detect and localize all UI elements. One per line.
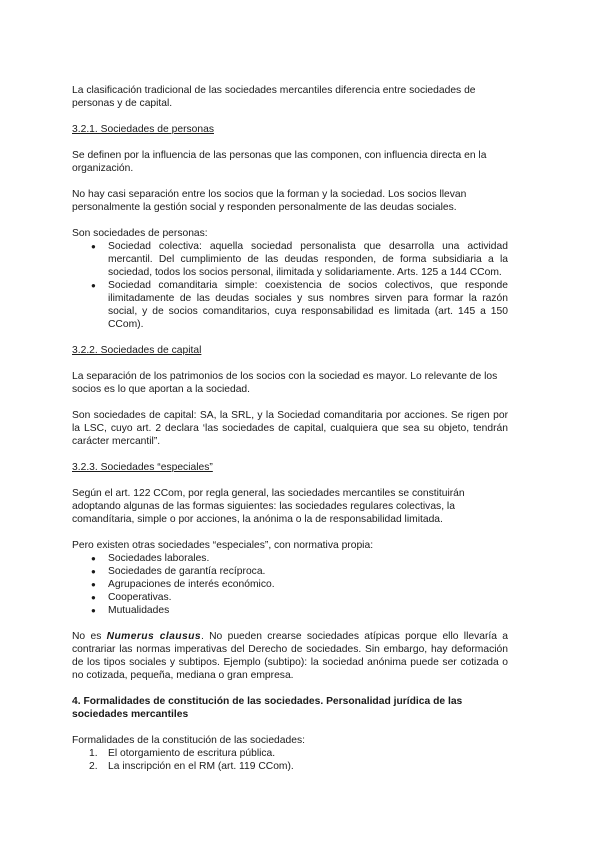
list-item-text: El otorgamiento de escritura pública. — [108, 748, 276, 759]
section-heading-3-2-2: 3.2.2. Sociedades de capital — [72, 345, 202, 356]
list-item: ● Cooperativas. — [108, 591, 508, 604]
section-heading-4: 4. Formalidades de constitución de las sociedades. Personalidad jurídica de las sociedades mercantiles — [72, 696, 463, 720]
list-item — [89, 760, 508, 773]
list-number: 1. — [89, 748, 98, 759]
list-item: ● Sociedad colectiva: aquella sociedad personalista que desarrolla una actividad mercantil. Del cumplimiento de las deudas responden, de forma subsidiaria a la sociedad, todos los socios personal, ilimitada y solidariamente. Arts. 125 a 144 CCom. — [108, 240, 508, 279]
list-item-text: La inscripción en el RM (art. 119 CCom). — [108, 761, 294, 772]
bullet-list — [72, 240, 508, 331]
paragraph: No hay casi separación entre los socios que la forman y la sociedad. Los socios llevan personalmente la gestión social y responden personalmente de las deudas sociales. — [72, 189, 467, 213]
section-heading-3-2-3: 3.2.3. Sociedades “especiales” — [72, 462, 213, 473]
section-heading-3-2-1: 3.2.1. Sociedades de personas — [72, 124, 214, 135]
list-intro: Pero existen otras sociedades “especiales”, con normativa propia: — [72, 540, 374, 551]
paragraph: La separación de los patrimonios de los socios con la sociedad es mayor. Lo relevante de los socios es lo que aportan a la sociedad. — [72, 371, 498, 395]
list-item — [89, 747, 508, 760]
list-item: ● Sociedades de garantía recíproca. — [108, 565, 508, 578]
list-item: ● Agrupaciones de interés económico. — [108, 578, 508, 591]
paragraph: Según el art. 122 CCom, por regla general, las sociedades mercantiles se constituirán adoptando algunas de las formas siguientes: las sociedades regulares colectivas, la comandítaria, simple o por acciones, la anónima o la de responsabilidad limitada. — [72, 488, 465, 525]
paragraph: Se definen por la influencia de las personas que las componen, con influencia directa en la organización. — [72, 150, 487, 174]
intro-paragraph: La clasificación tradicional de las sociedades mercantiles diferencia entre sociedades de personas y de capital. — [72, 85, 476, 109]
list-item: ● Sociedades laborales. — [108, 552, 508, 565]
paragraph — [72, 630, 508, 682]
text-run: No es — [72, 631, 107, 642]
paragraph: Son sociedades de capital: SA, la SRL, y la Sociedad comanditaria por acciones. Se rigen por la LSC, cuyo art. 2 declara ‘las sociedades de capital, cualquiera que sea su objeto, tendrán carácter mercantil”. — [72, 410, 508, 447]
list-intro: Formalidades de la constitución de las sociedades: — [72, 735, 305, 746]
emphasis-numerus-clausus: Numerus clausus — [106, 631, 201, 642]
text-run: . No pueden crearse sociedades atípicas porque ello llevaría a contrariar las normas imperativas del Derecho de sociedades. Sin embargo, hay deformación de los tipos sociales y subtipos. Ejemplo (subtipo): la sociedad anónima puede ser cotizada o no cotizada, pequeña, mediana o gran empresa. — [72, 631, 509, 681]
numbered-list — [72, 747, 508, 773]
document-page — [72, 84, 508, 773]
list-intro: Son sociedades de personas: — [72, 228, 208, 239]
bullet-list — [72, 552, 508, 617]
list-number: 2. — [89, 761, 98, 772]
list-item: ● Mutualidades — [108, 604, 508, 617]
list-item: ● Sociedad comanditaria simple: coexistencia de socios colectivos, que responde ilimitadamente de las deudas sociales y sus nombres sirven para formar la razón social, y de socios comanditarios, cuya responsabilidad es limitada (art. 145 a 150 CCom). — [108, 279, 508, 331]
